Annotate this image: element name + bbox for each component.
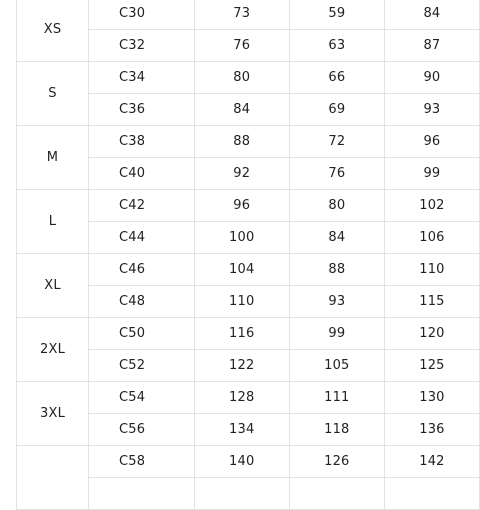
size-label: 2XL — [40, 342, 66, 357]
measurement-c-cell — [384, 30, 479, 62]
size-code-cell — [89, 126, 195, 158]
size-code-cell — [89, 382, 195, 414]
cell-value: 105 — [324, 358, 350, 373]
cell-value: 84 — [233, 102, 251, 117]
cell-value: C34 — [119, 70, 146, 85]
cell-value: C46 — [119, 262, 146, 277]
cell-value: 96 — [233, 198, 251, 213]
size-code-cell — [89, 94, 195, 126]
size-code-cell — [89, 350, 195, 382]
measurement-a-cell — [194, 318, 289, 350]
measurement-a-cell — [194, 478, 289, 510]
measurement-c-cell — [384, 318, 479, 350]
size-label-cell — [17, 318, 89, 382]
size-chart-table — [16, 0, 480, 510]
size-label: M — [46, 150, 59, 165]
cell-value: 104 — [229, 262, 255, 277]
size-code-cell — [89, 30, 195, 62]
cell-value: 88 — [233, 134, 251, 149]
cell-value: 63 — [328, 38, 346, 53]
size-code-cell — [89, 478, 195, 510]
cell-value: 90 — [423, 70, 441, 85]
size-code-cell — [89, 158, 195, 190]
size-label-cell — [17, 446, 89, 510]
measurement-b-cell — [289, 446, 384, 478]
measurement-b-cell — [289, 382, 384, 414]
cell-value: 118 — [324, 422, 350, 437]
table-row — [17, 254, 480, 286]
cell-value: 59 — [328, 6, 346, 21]
cell-value: C44 — [119, 230, 146, 245]
size-label: L — [48, 214, 57, 229]
cell-value: C48 — [119, 294, 146, 309]
measurement-c-cell — [384, 158, 479, 190]
cell-value: 80 — [328, 198, 346, 213]
measurement-a-cell — [194, 30, 289, 62]
cell-value: 120 — [419, 326, 445, 341]
measurement-c-cell — [384, 254, 479, 286]
measurement-a-cell — [194, 446, 289, 478]
table-row — [17, 190, 480, 222]
size-code-cell — [89, 222, 195, 254]
cell-value: 99 — [328, 326, 346, 341]
size-label: 3XL — [40, 406, 66, 421]
measurement-c-cell — [384, 414, 479, 446]
cell-value: 76 — [328, 166, 346, 181]
size-label: XS — [43, 22, 62, 37]
measurement-c-cell — [384, 0, 479, 30]
cell-value: 76 — [233, 38, 251, 53]
table-row — [17, 382, 480, 414]
measurement-a-cell — [194, 382, 289, 414]
cell-value: 100 — [229, 230, 255, 245]
measurement-c-cell — [384, 190, 479, 222]
measurement-a-cell — [194, 222, 289, 254]
measurement-b-cell — [289, 126, 384, 158]
cell-value: 116 — [229, 326, 255, 341]
measurement-a-cell — [194, 190, 289, 222]
measurement-b-cell — [289, 30, 384, 62]
cell-value: 72 — [328, 134, 346, 149]
cell-value: C36 — [119, 102, 146, 117]
measurement-c-cell — [384, 350, 479, 382]
measurement-c-cell — [384, 94, 479, 126]
size-code-cell — [89, 254, 195, 286]
cell-value: C54 — [119, 390, 146, 405]
size-code-cell — [89, 62, 195, 94]
measurement-b-cell — [289, 158, 384, 190]
measurement-a-cell — [194, 94, 289, 126]
measurement-a-cell — [194, 158, 289, 190]
measurement-c-cell — [384, 62, 479, 94]
measurement-a-cell — [194, 254, 289, 286]
cell-value: 102 — [419, 198, 445, 213]
measurement-a-cell — [194, 414, 289, 446]
measurement-b-cell — [289, 478, 384, 510]
measurement-c-cell — [384, 478, 479, 510]
measurement-c-cell — [384, 286, 479, 318]
measurement-a-cell — [194, 350, 289, 382]
cell-value: 110 — [229, 294, 255, 309]
cell-value: 125 — [419, 358, 445, 373]
measurement-c-cell — [384, 126, 479, 158]
size-label-cell — [17, 0, 89, 62]
cell-value: 88 — [328, 262, 346, 277]
measurement-a-cell — [194, 62, 289, 94]
cell-value: C32 — [119, 38, 146, 53]
cell-value: 96 — [423, 134, 441, 149]
cell-value: C30 — [119, 6, 146, 21]
cell-value: C58 — [119, 454, 146, 469]
measurement-b-cell — [289, 350, 384, 382]
table-row — [17, 126, 480, 158]
measurement-b-cell — [289, 94, 384, 126]
size-code-cell — [89, 446, 195, 478]
measurement-b-cell — [289, 414, 384, 446]
measurement-b-cell — [289, 286, 384, 318]
cell-value: 69 — [328, 102, 346, 117]
measurement-b-cell — [289, 222, 384, 254]
cell-value: C38 — [119, 134, 146, 149]
measurement-b-cell — [289, 62, 384, 94]
measurement-a-cell — [194, 0, 289, 30]
cell-value: 80 — [233, 70, 251, 85]
measurement-b-cell — [289, 190, 384, 222]
size-code-cell — [89, 318, 195, 350]
size-label-cell — [17, 190, 89, 254]
cell-value: 128 — [229, 390, 255, 405]
cell-value: 84 — [328, 230, 346, 245]
size-code-cell — [89, 286, 195, 318]
cell-value: 73 — [233, 6, 251, 21]
table-row — [17, 0, 480, 30]
cell-value: C56 — [119, 422, 146, 437]
cell-value: 106 — [419, 230, 445, 245]
size-label: S — [48, 86, 57, 101]
cell-value: 93 — [328, 294, 346, 309]
measurement-b-cell — [289, 318, 384, 350]
measurement-a-cell — [194, 126, 289, 158]
size-label: XL — [44, 278, 61, 293]
cell-value: 122 — [229, 358, 255, 373]
cell-value: 84 — [423, 6, 441, 21]
measurement-b-cell — [289, 0, 384, 30]
table-row — [17, 318, 480, 350]
measurement-b-cell — [289, 254, 384, 286]
table-row — [17, 62, 480, 94]
cell-value: 111 — [324, 390, 350, 405]
size-code-cell — [89, 0, 195, 30]
cell-value: 115 — [419, 294, 445, 309]
measurement-c-cell — [384, 222, 479, 254]
measurement-a-cell — [194, 286, 289, 318]
cell-value: C50 — [119, 326, 146, 341]
table-row — [17, 446, 480, 478]
cell-value: C42 — [119, 198, 146, 213]
size-label-cell — [17, 62, 89, 126]
size-label-cell — [17, 382, 89, 446]
cell-value: 134 — [229, 422, 255, 437]
cell-value: 130 — [419, 390, 445, 405]
size-code-cell — [89, 190, 195, 222]
cell-value: 110 — [419, 262, 445, 277]
cell-value: 142 — [419, 454, 445, 469]
size-label-cell — [17, 126, 89, 190]
size-chart-body — [17, 0, 480, 510]
cell-value: 99 — [423, 166, 441, 181]
measurement-c-cell — [384, 382, 479, 414]
cell-value: 136 — [419, 422, 445, 437]
cell-value: 66 — [328, 70, 346, 85]
cell-value: 126 — [324, 454, 350, 469]
cell-value: 140 — [229, 454, 255, 469]
size-code-cell — [89, 414, 195, 446]
cell-value: 92 — [233, 166, 251, 181]
cell-value: C40 — [119, 166, 146, 181]
size-label-cell — [17, 254, 89, 318]
measurement-c-cell — [384, 446, 479, 478]
cell-value: 87 — [423, 38, 441, 53]
cell-value: C52 — [119, 358, 146, 373]
cell-value: 93 — [423, 102, 441, 117]
